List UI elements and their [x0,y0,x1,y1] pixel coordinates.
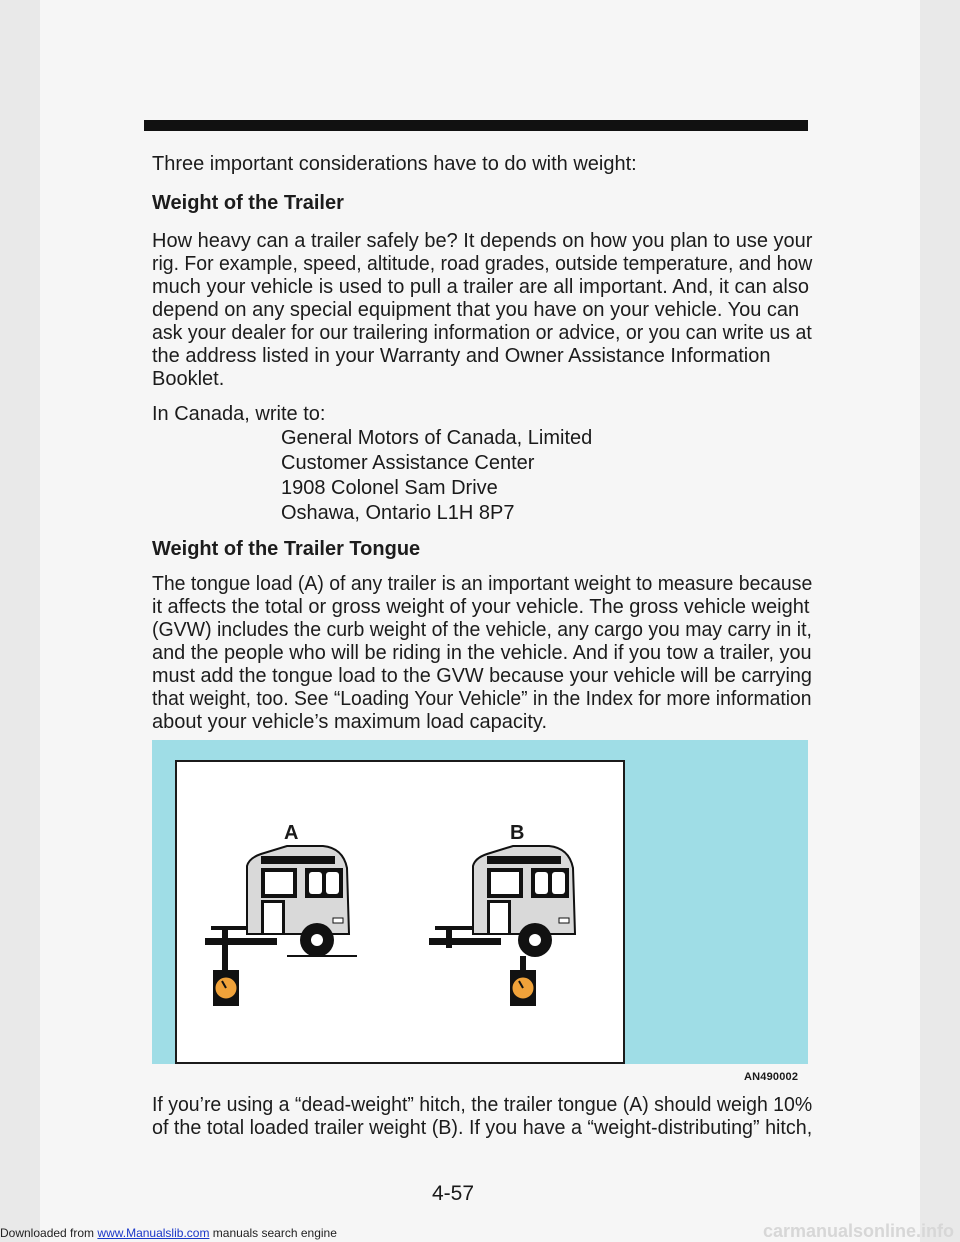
download-footer: Downloaded from www.Manualslib.com manuals search engine [0,1226,337,1240]
heading-tongue-weight: Weight of the Trailer Tongue [152,538,421,560]
header-rule [144,120,808,131]
watermark-text: carmanualsonline.info [762,1221,954,1241]
address-line: Oshawa, Ontario L1H 8P7 [281,502,515,524]
trailer-b-illustration [429,846,575,1006]
after-figure-paragraph: If you’re using a “dead-weight” hitch, the trailer tongue (A) should weigh 10% of the total loaded trailer weight (B). If you have a “weight-distributing” hitch, [152,1094,813,1139]
figure-label-a: A [284,822,299,844]
manualslib-link[interactable]: www.Manualslib.com [97,1226,210,1240]
page-number: 4-57 [432,1182,475,1205]
address-line: Customer Assistance Center [281,452,535,474]
figure-panel [175,760,625,1064]
trailer-tongue-figure [152,740,808,1064]
heading-weight-of-trailer: Weight of the Trailer [152,192,344,214]
canada-intro: In Canada, write to: [152,403,326,425]
trailer-a-illustration [205,846,357,1006]
trailers-illustration [177,762,623,1062]
address-line: General Motors of Canada, Limited [281,427,593,449]
intro-text: Three important considerations have to do with weight: [152,153,637,175]
figure-label-b: B [510,822,525,844]
tongue-weight-paragraph: The tongue load (A) of any trailer is an important weight to measure because it affects the total or gross weight of your vehicle. The gross vehicle weight (GVW) includes the curb weight of the vehicle, any cargo you may carry in it, and the people who will be riding in the vehicle. And if you tow a trailer, you must add the tongue load to the GVW because your vehicle will be carrying that weight, too. See “Loading Your Vehicle” in the Index for more information about your vehicle’s maximum load capacity. [152,573,813,733]
figure-code: AN490002 [744,1071,799,1083]
trailer-weight-paragraph: How heavy can a trailer safely be? It depends on how you plan to use your rig. For example, speed, altitude, road grades, outside temperature, and how much your vehicle is used to pull a trailer are all important. And, it can also depend on any special equipment that you have on your vehicle. You can ask your dealer for our trailering information or advice, or you can write us at the address listed in your Warranty and Owner Assistance Information Booklet. [152,230,813,390]
address-line: 1908 Colonel Sam Drive [281,477,498,499]
